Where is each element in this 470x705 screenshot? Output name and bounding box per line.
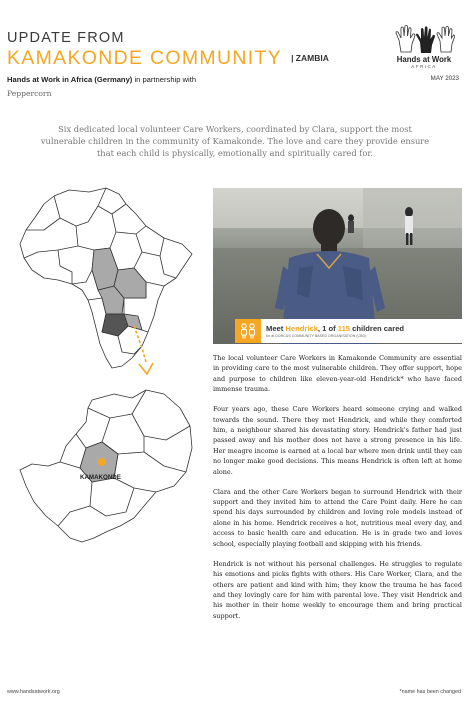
africa-map — [20, 188, 192, 368]
logo-name: Hands at Work — [396, 55, 452, 64]
issue-date: MAY 2023 — [430, 75, 459, 82]
hands-logo-icon — [393, 24, 455, 54]
intro-paragraph: Six dedicated local volunteer Care Workers, coordinated by Clara, support the most vulnerable children in the community of Kamakonde. The love and care they provide ensure that each child is physically, emotionally and spiritually cared for. — [40, 124, 430, 159]
location-maps — [14, 186, 200, 686]
caption-child-name: Hendrick — [285, 324, 318, 333]
partner-name: Peppercorn — [7, 89, 52, 98]
partner-text: in partnership with — [132, 75, 197, 84]
story-paragraph-3: Clara and the other Care Workers began to surround Hendrick with their support and they invited him to attend the Care Point daily. Here he can spend his days surrounded by children and loving role models instead of alone in his home. Hendrick receives a hot, nutritious meal every day, and access to basic health care and education. He is in grade two and loves school, especially playing football and skipping with his friends. — [213, 487, 462, 548]
zambia-map — [20, 390, 192, 542]
hands-at-work-logo — [389, 24, 459, 69]
community-title-line — [7, 47, 329, 70]
footnote: *name has been changed — [399, 689, 461, 695]
story-paragraph-1: The local volunteer Care Workers in Kamakonde Community are essential in providing care to the most vulnerable children. They offer support, hope and purpose to children like eleven-year-old Hendrick* who have faced immense trauma. — [213, 354, 462, 394]
community-name: KAMAKONDE COMMUNITY — [7, 47, 282, 69]
logo-sub: AFRICA — [411, 64, 437, 69]
caption-text — [261, 324, 404, 338]
story-paragraph-4: Hendrick is not without his personal challenges. He struggles to regulate his emotions and picks fights with others. His Care Worker, Clara, and the others are patient and kind with him; they know the trauma he has faced and they lovingly care for him with parental love. They visit Hendrick and his mother in their home weekly to encourage them and bring practical support. — [213, 559, 462, 620]
website-link[interactable]: www.handsatwork.org — [7, 689, 60, 695]
map-location-label: KAMAKONDE — [80, 474, 121, 481]
caption-count: 115 — [337, 324, 351, 333]
photo-caption — [235, 319, 462, 343]
caption-sub: for at DORCUS COMMUNITY BASED ORGANISATION (CBO) — [266, 334, 367, 338]
partner-org: Hands at Work in Africa (Germany) — [7, 75, 133, 84]
location-pin-icon — [98, 458, 106, 466]
update-from-kicker: UPDATE FROM — [7, 30, 125, 46]
country-name: | ZAMBIA — [291, 53, 329, 63]
children-icon — [235, 319, 261, 343]
partner-line — [7, 75, 196, 84]
story-text — [213, 353, 462, 631]
story-paragraph-2: Four years ago, these Care Workers heard someone crying and walked towards the sound. There they met Hendrick, and while they comforted him, a neighbour shared his devastating story. Hendrick's father had just passed away and his mother does not have a strong presence in his life. Her meagre income is earned at a local bar where men drink until they can no longer make good decisions. This means Hendrick is often left at home alone. — [213, 405, 462, 476]
caption-main: Meet Hendrick, 1 of 115 children cared — [266, 324, 405, 333]
